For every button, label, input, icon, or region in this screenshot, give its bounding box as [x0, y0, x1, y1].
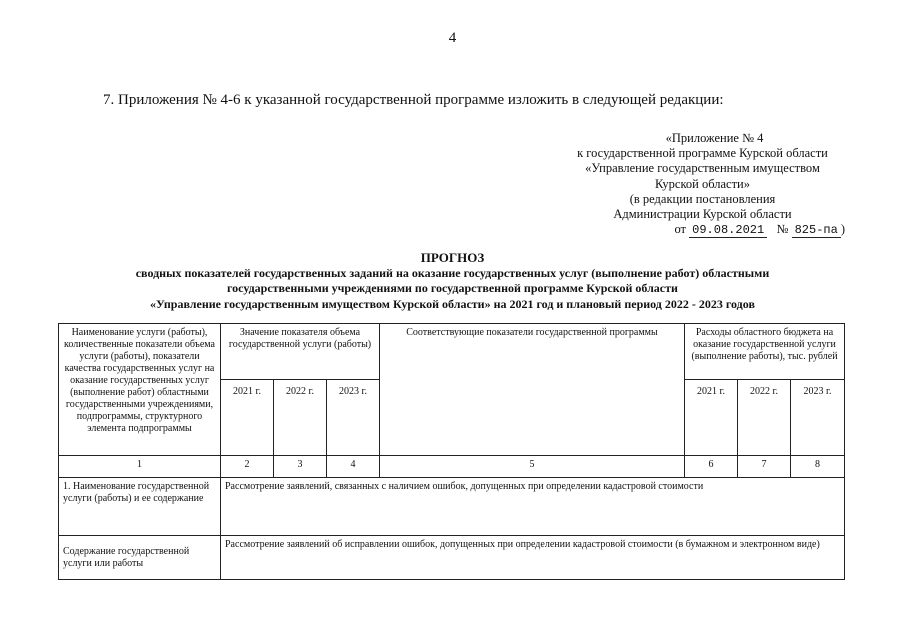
year-2022-volume: 2022 г. [274, 380, 327, 456]
page-number: 4 [448, 30, 457, 46]
resolution-date: 09.08.2021 [689, 223, 767, 238]
column-number: 4 [327, 456, 380, 478]
year-2023-budget: 2023 г. [791, 380, 845, 456]
date-prefix: от [674, 222, 687, 237]
amendment-paragraph: 7. Приложения № 4-6 к указанной государственной программе изложить в следующей редакции: [103, 92, 724, 108]
annex-date-line [560, 222, 845, 238]
header-program: Соответствующие показатели государственной программы [380, 324, 685, 456]
header-col1: Наименование услуги (работы), количественные показатели объема услуги (работы), показатели качества государственных услуг на оказание государственных услуг (выполнение работ) областными государственными учреждениями, подпрограммы, структурного элемента подпрограммы [59, 324, 221, 456]
heading-line: государственными учреждениями по государственной программе Курской области [227, 281, 678, 295]
heading-title: ПРОГНОЗ [420, 250, 485, 265]
column-number: 1 [59, 456, 221, 478]
forecast-heading [0, 250, 905, 312]
header-budget: Расходы областного бюджета на оказание государственной услуги (выполнение работы), тыс. рублей [685, 324, 845, 380]
column-number-row [59, 456, 845, 478]
header-volume: Значение показателя объема государственной услуги (работы) [221, 324, 380, 380]
annex-header [560, 131, 845, 238]
row-value: Рассмотрение заявлений об исправлении ошибок, допущенных при определении кадастровой стоимости (в бумажном и электронном виде) [221, 536, 845, 580]
table-row [59, 478, 845, 536]
row-label: 1. Наименование государственной услуги (работы) и ее содержание [59, 478, 221, 536]
closing-paren: ) [840, 222, 845, 237]
resolution-number: 825-па [792, 223, 841, 238]
heading-line: сводных показателей государственных заданий на оказание государственных услуг (выполнение работ) областными [135, 265, 770, 280]
row-value: Рассмотрение заявлений, связанных с наличием ошибок, допущенных при определении кадастровой стоимости [221, 478, 845, 536]
column-number: 5 [380, 456, 685, 478]
annex-line: к государственной программе Курской области [577, 146, 828, 161]
number-prefix: № [776, 222, 789, 237]
table-row [59, 536, 845, 580]
annex-line: «Управление государственным имуществом [585, 161, 820, 176]
year-2023-volume: 2023 г. [327, 380, 380, 456]
annex-line: Курской области» [655, 176, 750, 191]
year-2021-budget: 2021 г. [685, 380, 738, 456]
year-2021-volume: 2021 г. [221, 380, 274, 456]
heading-line: «Управление государственным имуществом Курской области» на 2021 год и плановый период 2022 - 2023 годов [150, 296, 755, 311]
forecast-table [58, 323, 845, 580]
year-2022-budget: 2022 г. [738, 380, 791, 456]
column-number: 8 [791, 456, 845, 478]
column-number: 6 [685, 456, 738, 478]
annex-line: Администрации Курской области [613, 207, 792, 222]
column-number: 2 [221, 456, 274, 478]
column-number: 3 [274, 456, 327, 478]
column-number: 7 [738, 456, 791, 478]
annex-line: «Приложение № 4 [665, 131, 764, 145]
header-row [59, 324, 845, 380]
annex-line: (в редакции постановления [629, 191, 776, 206]
row-label: Содержание государственной услуги или работы [59, 536, 221, 580]
